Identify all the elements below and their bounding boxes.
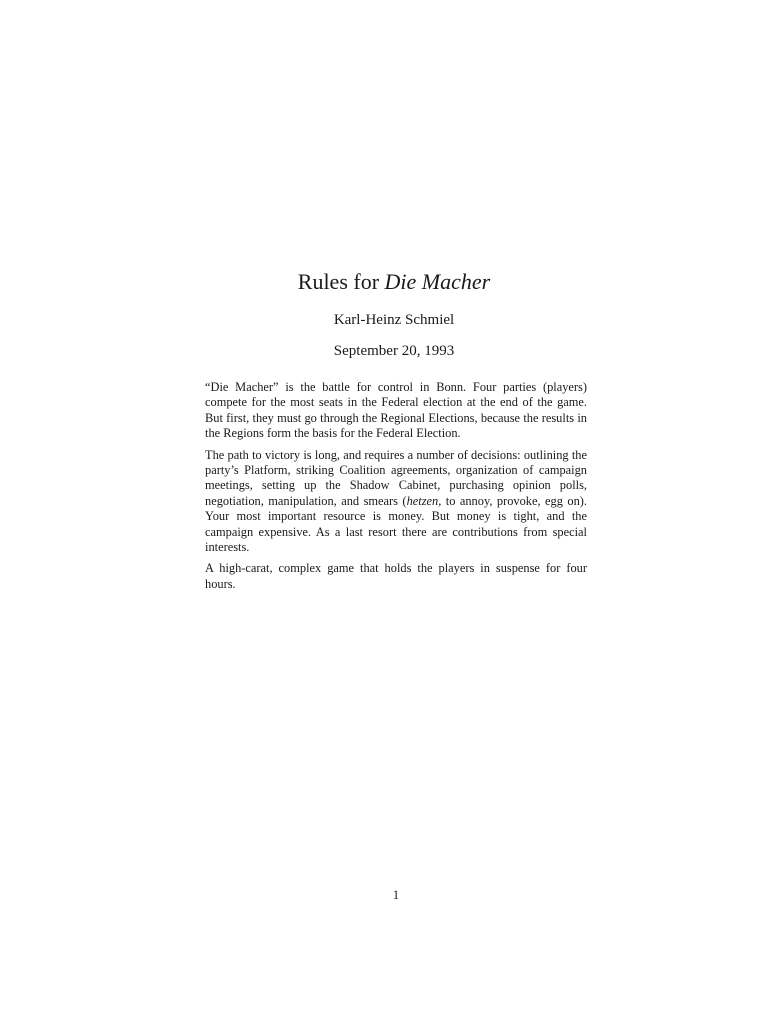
document-title [0, 268, 768, 296]
paragraph-text: , to annoy, provoke, egg on). Your most important resource is money. But money is tight, and the campaign expensive. As a last resort there are contributions from special interests. [205, 493, 587, 555]
paragraph-path-to-victory [205, 448, 587, 556]
emphasized-word: hetzen [406, 493, 439, 508]
paragraph-text: The path to victory is long, and requires a number of decisions: outlining the party’s Platform, striking Coalition agreements, organization of campaign meetings, setting up the Shadow Cabinet, purchasing opinion polls, negotiation, manipulation, and smears ( [205, 447, 587, 508]
paragraph-intro: “Die Macher” is the battle for control in Bonn. Four parties (players) compete for the most seats in the Federal election at the end of the game. But first, they must go through the Regional Elections, because the results in the Regions form the basis for the Federal Election. [205, 380, 587, 441]
title-prefix: Rules for [297, 269, 385, 294]
document-body [205, 380, 587, 598]
document-date: September 20, 1993 [333, 343, 455, 359]
author-name: Karl-Heinz Schmiel [333, 312, 455, 328]
page-number: 1 [392, 888, 400, 902]
title-game-name: Die Macher [384, 269, 491, 294]
paragraph-summary: A high-carat, complex game that holds the players in suspense for four hours. [205, 561, 587, 591]
